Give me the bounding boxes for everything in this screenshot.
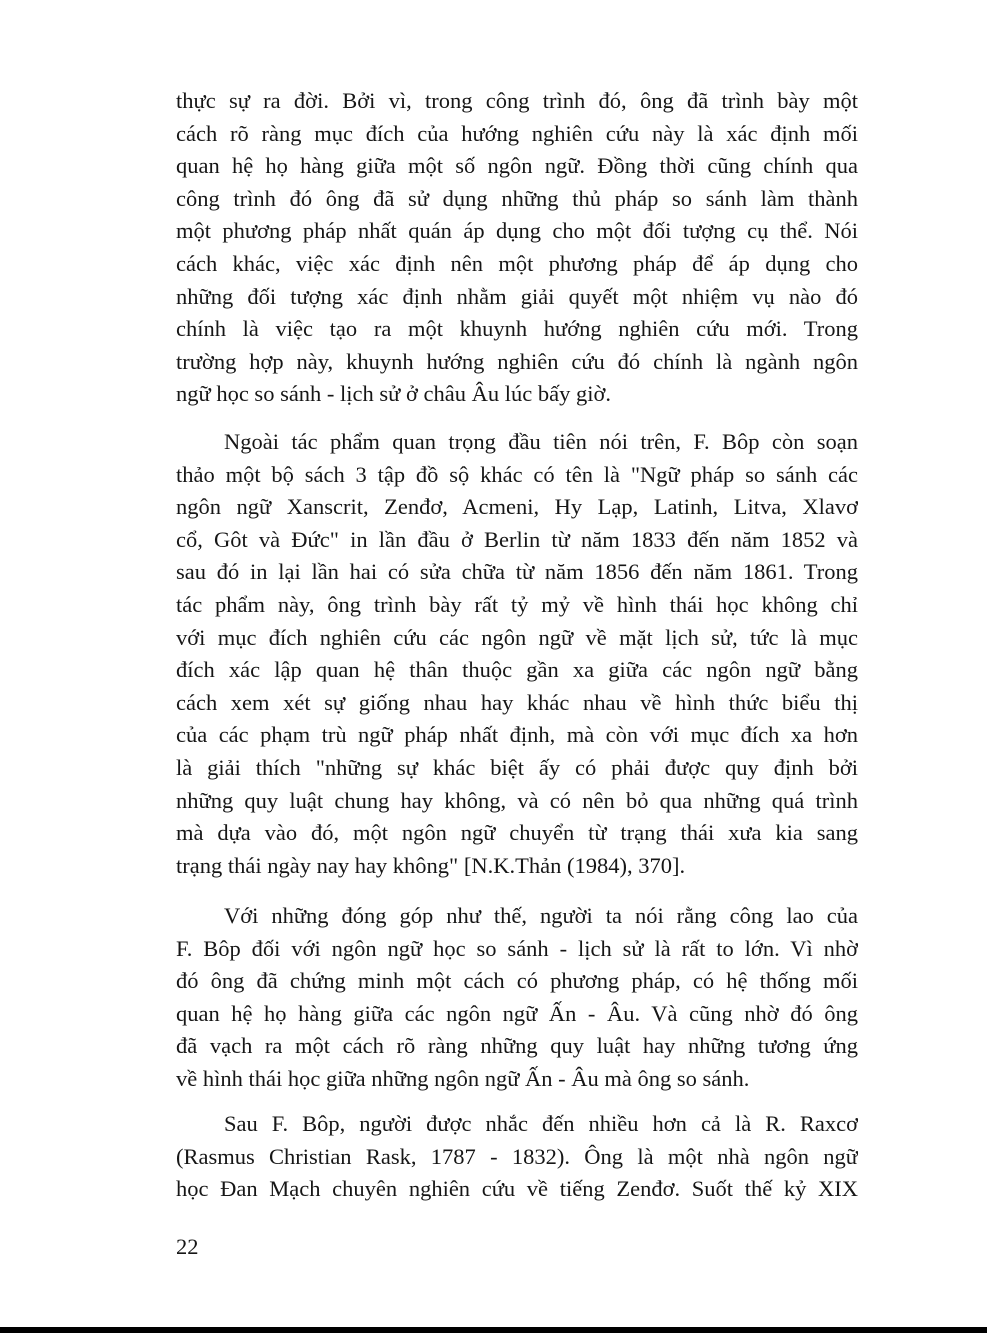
text-line: Với những đóng góp như thế, người ta nói rằng công lao của [224,903,858,928]
paragraph-2 [176,426,858,882]
text-line: một phương pháp nhất quán áp dụng cho một đối tượng cụ thể. Nói [176,218,858,244]
text-line: Sau F. Bôp, người được nhắc đến nhiều hơn cả là R. Raxcơ [224,1111,858,1136]
text-line: sau đó in lại lần hai có sửa chữa từ năm 1856 đến năm 1861. Trong [176,559,858,585]
text-line: những đối tượng xác định nhằm giải quyết một nhiệm vụ nào đó [176,283,858,309]
text-line: cổ, Gôt và Đức" in lần đầu ở Berlin từ năm 1833 đến năm 1852 và [176,526,858,552]
text-line: đó ông đã chứng minh một cách có phương pháp, có hệ thống mối [176,968,858,994]
text-line: (Rasmus Christian Rask, 1787 - 1832). Ông là một nhà ngôn ngữ [176,1143,858,1169]
paragraph-1 [176,85,858,411]
text-line: cách khác, việc xác định nên một phương pháp để áp dụng cho [176,250,858,276]
text-line: của các phạm trù ngữ pháp nhất định, mà còn với mục đích xa hơn [176,722,858,748]
text-line: thực sự ra đời. Bởi vì, trong công trình đó, ông đã trình bày một [176,88,858,113]
text-line: quan hệ họ hàng giữa một số ngôn ngữ. Đồng thời cũng chính qua [176,153,858,179]
text-line: trạng thái ngày nay hay không" [N.K.Thản (1984), 370]. [176,852,686,878]
text-line: chính là việc tạo ra một khuynh hướng nghiên cứu mới. Trong [176,316,858,342]
text-line: F. Bôp đối với ngôn ngữ học so sánh - lịch sử là rất to lớn. Vì nhờ [176,935,858,961]
text-line: về hình thái học giữa những ngôn ngữ Ấn - Âu mà ông so sánh. [176,1065,750,1091]
page-number: 22 [176,1234,199,1259]
text-line: thảo một bộ sách 3 tập đồ sộ khác có tên là "Ngữ pháp so sánh các [176,461,858,487]
text-line: ngữ học so sánh - lịch sử ở châu Âu lúc bấy giờ. [176,381,611,407]
text-line: cách xem xét sự giống nhau hay khác nhau về hình thức biểu thị [176,689,858,715]
text-line: đích xác lập quan hệ thân thuộc gần xa giữa các ngôn ngữ bằng [176,657,858,683]
paragraph-4 [176,1108,858,1206]
text-line: những quy luật chung hay không, và có nên bỏ qua những quá trình [176,787,858,813]
text-line: tác phẩm này, ông trình bày rất tỷ mỷ về hình thái học không chỉ [176,591,858,617]
text-line: với mục đích nghiên cứu các ngôn ngữ về mặt lịch sử, tức là mục [176,624,858,650]
text-line: quan hệ họ hàng giữa các ngôn ngữ Ấn - Âu. Và cũng nhờ đó ông [176,1000,858,1026]
text-line: trường hợp này, khuynh hướng nghiên cứu đó chính là ngành ngôn [176,348,858,374]
text-line: mà dựa vào đó, một ngôn ngữ chuyển từ trạng thái xưa kia sang [176,820,858,846]
text-line: Ngoài tác phẩm quan trọng đầu tiên nói trên, F. Bôp còn soạn [224,429,858,454]
text-line: công trình đó ông đã sử dụng những thủ pháp so sánh làm thành [176,185,858,211]
text-line: đã vạch ra một cách rõ ràng những quy luật hay những tương ứng [176,1033,858,1059]
text-line: ngôn ngữ Xanscrit, Zenđơ, Acmeni, Hy Lạp, Latinh, Litva, Xlavơ [176,494,858,520]
text-line: là giải thích "những sự khác biệt ấy có phải được quy định bởi [176,754,858,780]
text-line: học Đan Mạch chuyên nghiên cứu về tiếng Zenđơ. Suốt thế kỷ XIX [176,1176,858,1202]
scan-bottom-edge [0,1327,987,1333]
paragraph-3 [176,900,858,1096]
text-line: cách rõ ràng mục đích của hướng nghiên cứu này là xác định mối [176,120,858,146]
